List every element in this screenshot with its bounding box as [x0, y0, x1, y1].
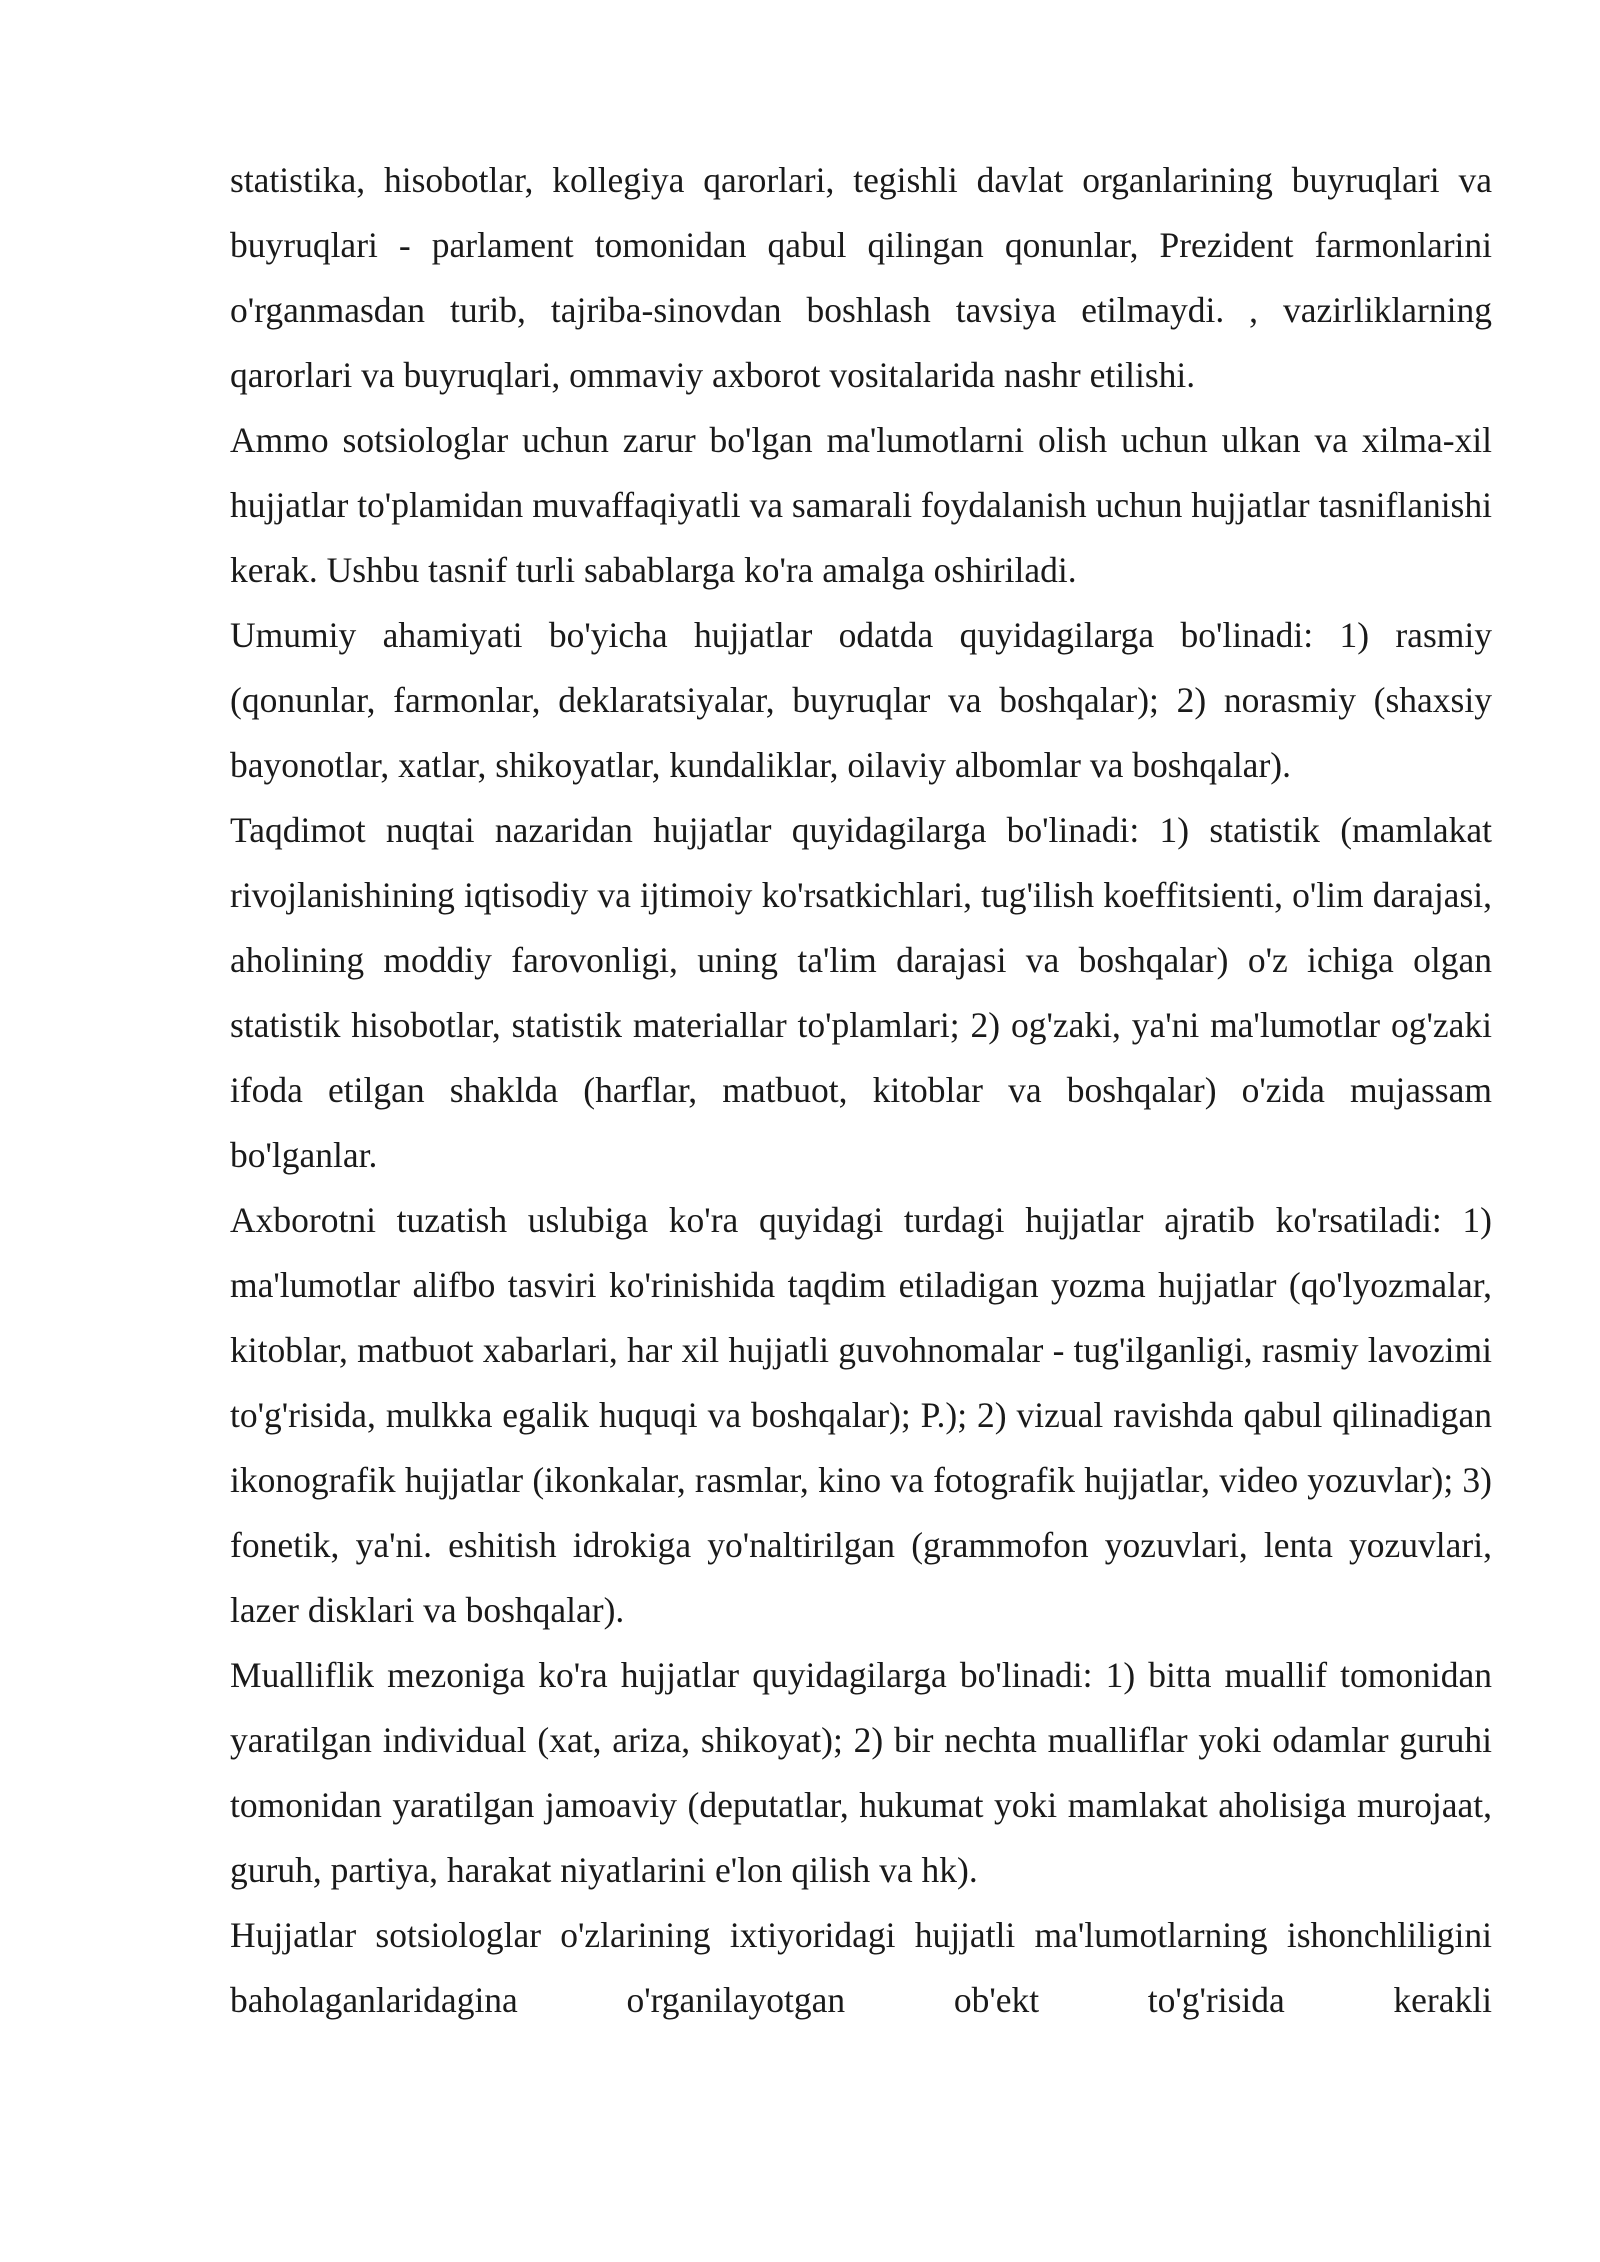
paragraph-classification: Ammo sotsiologlar uchun zarur bo'lgan ma'lumotlarni olish uchun ulkan va xilma-xil hujjatlar to'plamidan muvaffaqiyatli va samarali foydalanish uchun hujjatlar tasniflanishi kerak. Ushbu tasnif turli sabablarga ko'ra amalga oshiriladi.: [230, 420, 1492, 590]
paragraph-official-sources: statistika, hisobotlar, kollegiya qarorlari, tegishli davlat organlarining buyruqlari va buyruqlari - parlament tomonidan qabul qilingan qonunlar, Prezident farmonlarini o'rganmasdan turib, tajriba-sinovdan boshlash tavsiya etilmaydi. , vazirliklarning qarorlari va buyruqlari, ommaviy axborot vositalarida nashr etilishi.: [230, 160, 1492, 395]
paragraph-authorship: Mualliflik mezoniga ko'ra hujjatlar quyidagilarga bo'linadi: 1) bitta muallif tomonidan yaratilgan individual (xat, ariza, shikoyat); 2) bir nechta mualliflar yoki odamlar guruhi tomonidan yaratilgan jamoaviy (deputatlar, hukumat yoki mamlakat aholisiga murojaat, guruh, partiya, harakat niyatlarini e'lon qilish va hk).: [230, 1655, 1492, 1890]
paragraph-presentation: Taqdimot nuqtai nazaridan hujjatlar quyidagilarga bo'linadi: 1) statistik (mamlakat rivojlanishining iqtisodiy va ijtimoiy ko'rsatkichlari, tug'ilish koeffitsienti, o'lim darajasi, aholining moddiy farovonligi, uning ta'lim darajasi va boshqalar) o'z ichiga olgan statistik hisobotlar, statistik materiallar to'plamlari; 2) og'zaki, ya'ni ma'lumotlar og'zaki ifoda etilgan shaklda (harflar, matbuot, kitoblar va boshqalar) o'zida mujassam bo'lganlar.: [230, 810, 1492, 1175]
document-page: [230, 148, 1492, 2033]
paragraph-recording-method: Axborotni tuzatish uslubiga ko'ra quyidagi turdagi hujjatlar ajratib ko'rsatiladi: 1) ma'lumotlar alifbo tasviri ko'rinishida taqdim etiladigan yozma hujjatlar (qo'lyozmalar, kitoblar, matbuot xabarlari, har xil hujjatli guvohnomalar - tug'ilganligi, rasmiy lavozimi to'g'risida, mulkka egalik huquqi va boshqalar); P.); 2) vizual ravishda qabul qilinadigan ikonografik hujjatlar (ikonkalar, rasmlar, kino va fotografik hujjatlar, video yozuvlar); 3) fonetik, ya'ni. eshitish idrokiga yo'naltirilgan (grammofon yozuvlari, lenta yozuvlari, lazer disklari va boshqalar).: [230, 1200, 1492, 1630]
paragraph-reliability: Hujjatlar sotsiologlar o'zlarining ixtiyoridagi hujjatli ma'lumotlarning ishonchliligini baholaganlaridagina o'rganilayotgan ob'ekt to'g'risida kerakli: [230, 1915, 1492, 2020]
paragraph-general-significance: Umumiy ahamiyati bo'yicha hujjatlar odatda quyidagilarga bo'linadi: 1) rasmiy (qonunlar, farmonlar, deklaratsiyalar, buyruqlar va boshqalar); 2) norasmiy (shaxsiy bayonotlar, xatlar, shikoyatlar, kundaliklar, oilaviy albomlar va boshqalar).: [230, 615, 1492, 785]
